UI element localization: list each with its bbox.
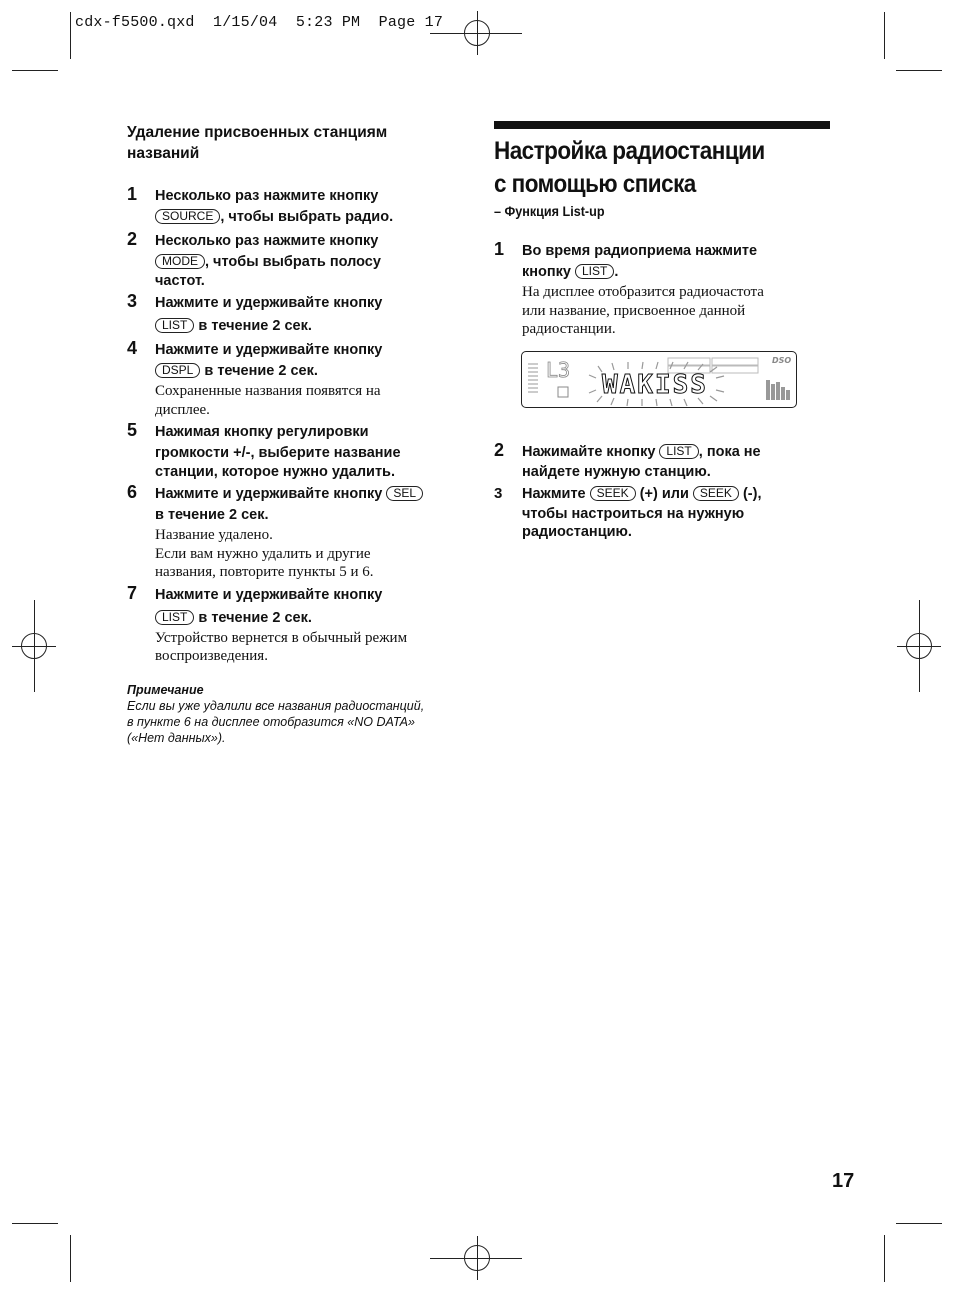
registration-line — [430, 33, 522, 34]
section-title-line: названий — [127, 145, 200, 162]
step-text: в течение 2 сек. — [194, 609, 312, 626]
step-6 — [127, 484, 462, 582]
mode-button-label: MODE — [155, 254, 205, 269]
registration-line — [430, 1258, 522, 1259]
step-text: громкости +/-, выберите название — [155, 445, 401, 461]
lcd-display-illustration — [521, 351, 797, 408]
step-description: Устройство вернется в обычный режим — [155, 629, 408, 646]
step-number: 7 — [127, 582, 138, 603]
step-text: (+) или — [635, 485, 693, 502]
subtitle: – Функция List-up — [494, 203, 605, 219]
step-description: Если вам нужно удалить и другие — [155, 545, 371, 562]
crop-mark — [70, 12, 71, 59]
crop-mark — [896, 70, 942, 71]
step-text: , чтобы выбрать полосу — [205, 254, 381, 270]
step-text: Несколько раз нажмите кнопку — [155, 233, 379, 249]
step-7 — [127, 582, 462, 666]
lcd-band-text: L3 — [546, 357, 571, 382]
crop-mark — [70, 1235, 71, 1282]
list-button-label: LIST — [575, 264, 614, 279]
section-title-line: Удаление присвоенных станциям — [127, 124, 388, 141]
main-title — [494, 135, 836, 201]
list-button-label: LIST — [155, 610, 194, 625]
step-description: или название, присвоенное данной — [522, 302, 746, 319]
step-description: названия, повторите пункты 5 и 6. — [155, 564, 374, 580]
step-text: кнопку — [522, 264, 575, 280]
step-text: Во время радиоприема нажмите — [522, 243, 758, 259]
step-text: радиостанцию. — [522, 523, 632, 540]
crop-mark — [12, 1223, 58, 1224]
step-description: дисплее. — [155, 401, 210, 418]
step-text: частот. — [155, 273, 205, 289]
step-text: Нажимая кнопку регулировки — [155, 424, 369, 440]
step-3 — [127, 293, 462, 337]
step-description: Название удалено. — [155, 527, 273, 543]
step-description: На дисплее отобразится радиочастота — [522, 284, 764, 300]
step-text: в течение 2 сек. — [200, 363, 318, 379]
step-text: Нажмите и удерживайте кнопку — [155, 586, 383, 603]
note-text: в пункте 6 на дисплее отобразится «NO DATA» — [127, 714, 415, 729]
page-number: 17 — [832, 1170, 855, 1192]
step-text: чтобы настроиться на нужную — [522, 505, 745, 522]
step-number: 4 — [127, 338, 138, 358]
step-text: в течение 2 сек. — [155, 507, 269, 523]
step-text: (-), — [738, 485, 762, 502]
step-number: 2 — [127, 229, 138, 249]
step-number: 2 — [494, 439, 505, 460]
step-4 — [127, 340, 462, 419]
step-text: станции, которое нужно удалить. — [155, 464, 395, 480]
section-title — [127, 122, 462, 164]
note-text: («Нет данных»). — [127, 730, 226, 745]
step-5 — [127, 422, 462, 480]
step-text: Нажмите и удерживайте кнопку — [155, 295, 383, 311]
seek-minus-button-label: SEEK — [693, 486, 739, 501]
lcd-logo: DSO — [772, 355, 792, 365]
crop-mark — [884, 1235, 885, 1282]
note — [127, 682, 462, 746]
right-column — [494, 121, 830, 544]
step-text: , чтобы выбрать радио. — [220, 209, 394, 225]
step-number: 3 — [127, 291, 138, 311]
main-title-line: Настройка радиостанции — [494, 137, 765, 165]
step-text: найдете нужную станцию. — [522, 463, 711, 480]
step-number: 5 — [127, 420, 138, 440]
step-description: Сохраненные названия появятся на — [155, 383, 381, 399]
step-1 — [127, 186, 462, 228]
step-description: радиостанции. — [522, 321, 616, 337]
step-text: Нажмите и удерживайте кнопку — [155, 486, 383, 502]
step-number: 1 — [494, 239, 505, 259]
note-heading: Примечание — [127, 682, 204, 697]
step-2 — [127, 231, 462, 289]
step-text: , пока не — [698, 443, 761, 460]
crop-mark — [12, 70, 58, 71]
crop-mark — [884, 12, 885, 59]
lcd-station-name: WAKISS — [602, 369, 708, 400]
step-number: 1 — [127, 184, 138, 204]
step-text: Нажимайте кнопку — [522, 443, 660, 460]
step-text: в течение 2 сек. — [194, 318, 312, 334]
sel-button-label: SEL — [386, 486, 423, 501]
title-bar — [494, 121, 830, 129]
left-column — [127, 122, 462, 746]
main-title-line: с помощью списка — [494, 170, 696, 198]
step-1 — [494, 241, 830, 339]
step-text: . — [614, 264, 619, 280]
step-text: Нажмите и удерживайте кнопку — [155, 342, 383, 358]
step-3 — [494, 484, 830, 541]
list-button-label: LIST — [659, 444, 698, 459]
lcd-drawing — [522, 352, 798, 409]
note-text: Если вы уже удалили все названия радиостанций, — [127, 698, 425, 713]
seek-plus-button-label: SEEK — [590, 486, 636, 501]
list-button-label: LIST — [155, 318, 194, 333]
dspl-button-label: DSPL — [155, 363, 200, 378]
step-number: 3 — [494, 484, 503, 502]
step-2 — [494, 439, 830, 481]
file-slug: cdx-f5500.qxd 1/15/04 5:23 PM Page 17 — [75, 14, 444, 31]
step-description: воспроизведения. — [155, 648, 268, 664]
step-number: 6 — [127, 482, 138, 502]
source-button-label: SOURCE — [155, 209, 220, 224]
step-text: Несколько раз нажмите кнопку — [155, 188, 379, 204]
registration-line — [34, 600, 35, 692]
crop-mark — [896, 1223, 942, 1224]
step-text: Нажмите — [522, 485, 590, 502]
registration-line — [919, 600, 920, 692]
